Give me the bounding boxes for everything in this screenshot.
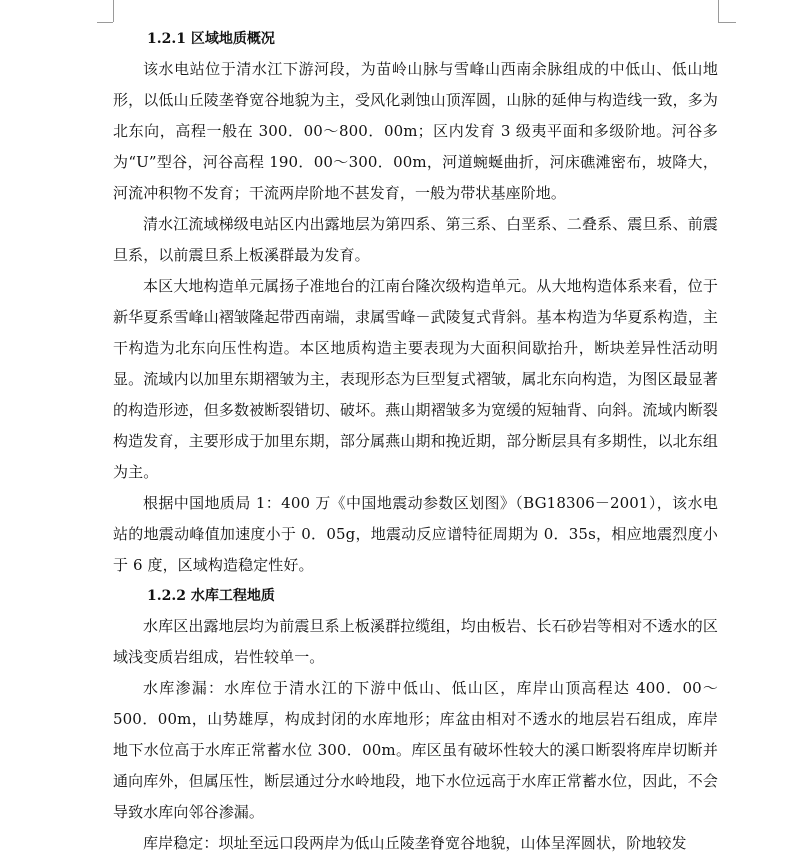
margin-crop-mark-top-left-horizontal [97,22,113,23]
margin-crop-mark-top-right [718,0,719,22]
paragraph-tectonics: 本区大地构造单元属扬子准地台的江南台隆次级构造单元。从大地构造体系来看，位于新华夏系雪峰山褶皱隆起带西南端，隶属雪峰－武陵复式背斜。基本构造为华夏系构造，主干构造为北东向压性构造。本区地质构造主要表现为大面积间歇抬升，断块差异性活动明显。流域内以加里东期褶皱为主，表现形态为巨型复式褶皱，属北东向构造，为图区最显著的构造形迹，但多数被断裂错切、破坏。燕山期褶皱多为宽缓的短轴背、向斜。流域内断裂构造发育，主要形成于加里东期，部分属燕山期和挽近期，部分断层具有多期性，以北东组为主。 [113,277,718,481]
paragraph-reservoir-strata: 水库区出露地层均为前震旦系上板溪群拉缆组，均由板岩、长石砂岩等相对不透水的区域浅变质岩组成，岩性较单一。 [113,617,718,666]
margin-crop-mark-top-right-horizontal [718,22,736,23]
section-heading-reservoir-geology: 1.2.2 水库工程地质 [147,588,275,604]
paragraph-seismic: 根据中国地质局 1：400 万《中国地震动参数区划图》（BG18306－2001），该水电站的地震动峰值加速度小于 0．05g，地震动反应谱特征周期为 0．35s，相应地震烈度小于 6 度，区域构造稳定性好。 [113,494,718,574]
document-page [113,24,718,859]
paragraph-strata: 清水江流域梯级电站区内出露地层为第四系、第三系、白垩系、二叠系、震旦系、前震旦系，以前震旦系上板溪群最为发育。 [113,215,718,264]
margin-crop-mark-top-left [113,0,114,22]
section-heading-regional-geology: 1.2.1 区域地质概况 [147,31,275,47]
paragraph-terrain: 该水电站位于清水江下游河段，为苗岭山脉与雪峰山西南余脉组成的中低山、低山地形，以低山丘陵垄脊宽谷地貌为主，受风化剥蚀山顶浑圆，山脉的延伸与构造线一致，多为北东向，高程一般在 300．00～800．00m；区内发育 3 级夷平面和多级阶地。河谷多为“U”型谷，河谷高程 190．00～300．00m，河道蜿蜒曲折，河床礁滩密布，坡降大，河流冲积物不发育；干流两岸阶地不甚发育，一般为带状基座阶地。 [113,60,718,202]
paragraph-reservoir-leakage: 水库渗漏：水库位于清水江的下游中低山、低山区，库岸山顶高程达 400．00～500．00m，山势雄厚，构成封闭的水库地形；库盆由相对不透水的地层岩石组成，库岸地下水位高于水库正常蓄水位 300．00m。库区虽有破坏性较大的溪口断裂将库岸切断并通向库外，但属压性，断层通过分水岭地段，地下水位远高于水库正常蓄水位，因此，不会导致水库向邻谷渗漏。 [113,679,718,821]
paragraph-bank-stability: 库岸稳定：坝址至远口段两岸为低山丘陵垄脊宽谷地貌，山体呈浑圆状，阶地较发 [143,834,687,852]
